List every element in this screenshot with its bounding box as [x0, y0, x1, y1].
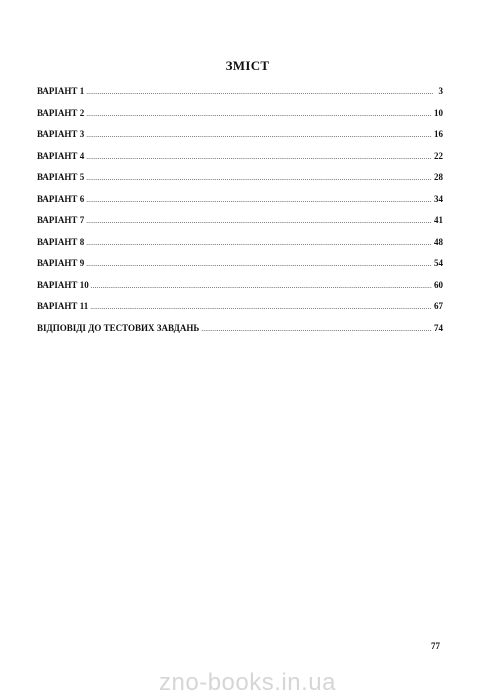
page-title: ЗМІСТ [225, 58, 270, 73]
toc-dot-leader [86, 174, 432, 182]
toc-entry-label: ВАРІАНТ 11 [37, 301, 89, 311]
toc-entry[interactable] [37, 151, 443, 173]
toc-entry[interactable] [37, 129, 443, 151]
toc-dot-leader [86, 131, 432, 139]
toc-entry-label: ВАРІАНТ 1 [37, 86, 85, 96]
toc-entry-page: 10 [434, 107, 443, 118]
toc-entry-page: 16 [434, 129, 443, 139]
toc-dot-leader [86, 110, 432, 118]
toc-entry[interactable] [37, 280, 443, 302]
toc-entry-page: 67 [434, 301, 443, 311]
toc-entry-page: 28 [434, 172, 443, 182]
toc-entry-page: 74 [434, 322, 443, 333]
toc-dot-leader [86, 196, 432, 204]
toc-entry-label: ВАРІАНТ 9 [37, 258, 85, 268]
toc-entry[interactable] [37, 86, 443, 108]
toc-dot-leader [91, 282, 432, 290]
toc-entry[interactable] [37, 301, 443, 323]
watermark: zno-books.in.ua [159, 669, 336, 696]
toc-entry-label: ВАРІАНТ 6 [37, 193, 85, 204]
toc-dot-leader [86, 260, 432, 268]
toc-entry-label: ВАРІАНТ 2 [37, 107, 85, 118]
toc-entry-label: ВАРІАНТ 5 [37, 172, 85, 182]
toc-dot-leader [90, 303, 432, 311]
toc-dot-leader [86, 217, 432, 225]
toc-entry-label: ВАРІАНТ 3 [37, 129, 85, 139]
toc-entry-page: 3 [438, 86, 443, 96]
toc-entry[interactable] [37, 108, 443, 130]
toc-entry-page: 22 [434, 150, 443, 161]
toc-entry[interactable] [37, 172, 443, 194]
toc-dot-leader [86, 153, 432, 161]
table-of-contents [37, 86, 443, 344]
toc-entry[interactable] [37, 215, 443, 237]
toc-dot-leader [86, 88, 433, 96]
toc-entry[interactable] [37, 323, 443, 345]
toc-entry-page: 54 [434, 258, 443, 268]
toc-entry-page: 34 [434, 193, 443, 204]
toc-entry-page: 60 [434, 279, 443, 290]
toc-entry-label: ВАРІАНТ 10 [37, 279, 89, 290]
toc-entry-label: ВАРІАНТ 7 [37, 215, 85, 225]
toc-entry-page: 48 [434, 236, 443, 247]
toc-entry[interactable] [37, 258, 443, 280]
toc-entry-label: ВАРІАНТ 4 [37, 150, 85, 161]
toc-entry[interactable] [37, 237, 443, 259]
page-number: 77 [431, 641, 440, 651]
toc-entry-label: ВАРІАНТ 8 [37, 236, 85, 247]
toc-entry-label: ВІДПОВІДІ ДО ТЕСТОВИХ ЗАВДАНЬ [37, 322, 200, 333]
toc-dot-leader [201, 325, 432, 333]
toc-entry[interactable] [37, 194, 443, 216]
toc-dot-leader [86, 239, 432, 247]
toc-entry-page: 41 [434, 215, 443, 225]
